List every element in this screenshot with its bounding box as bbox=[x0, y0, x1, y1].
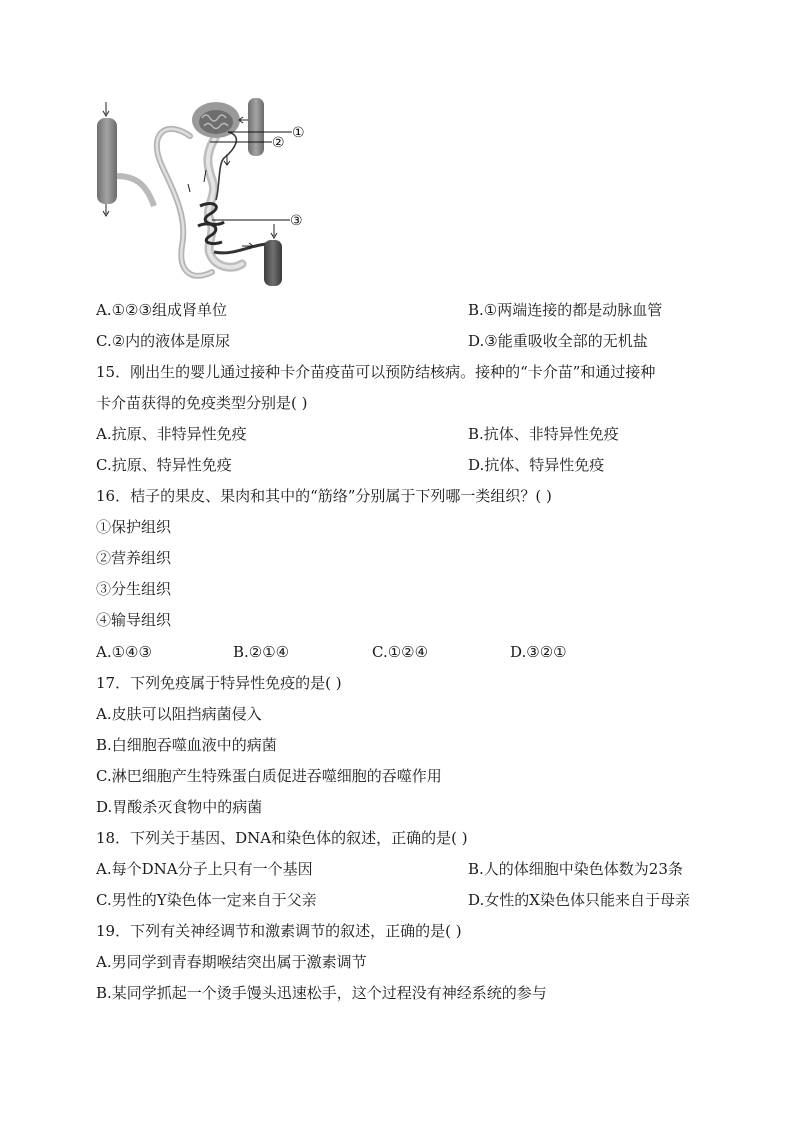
glomerulus bbox=[192, 102, 240, 138]
q14-options-row-2 bbox=[96, 331, 648, 351]
left-blood-vessel bbox=[97, 102, 117, 216]
q15-option-c[interactable]: C.抗原、特异性免疫 bbox=[96, 456, 232, 474]
figure-label-3: ③ bbox=[290, 213, 303, 229]
q14-option-d[interactable]: D.③能重吸收全部的无机盐 bbox=[468, 332, 648, 350]
q15-option-b[interactable]: B.抗体、非特异性免疫 bbox=[468, 425, 619, 443]
upper-right-blood-vessel bbox=[248, 98, 264, 156]
q17-option-d[interactable]: D.胃酸杀灭食物中的病菌 bbox=[96, 798, 263, 816]
q15-stem-line-1: 15．刚出生的婴儿通过接种卡介苗疫苗可以预防结核病。接种的“卡介苗”和通过接种 bbox=[96, 363, 656, 381]
q18-options-row-1 bbox=[96, 859, 683, 879]
q18-option-a[interactable]: A.每个DNA分子上只有一个基因 bbox=[96, 860, 313, 878]
q19-stem: 19．下列有关神经调节和激素调节的叙述，正确的是( ) bbox=[96, 922, 462, 940]
q17-option-b[interactable]: B.白细胞吞噬血液中的病菌 bbox=[96, 736, 277, 754]
q16-option-d[interactable]: D.③②① bbox=[510, 643, 567, 661]
q14-option-b[interactable]: B.①两端连接的都是动脉血管 bbox=[468, 301, 663, 319]
lower-right-blood-vessel bbox=[264, 224, 282, 286]
q14-option-a[interactable]: A.①②③组成肾单位 bbox=[96, 301, 227, 319]
q14-option-c[interactable]: C.②内的液体是原尿 bbox=[96, 332, 231, 350]
q16-option-a[interactable]: A.①④③ bbox=[96, 643, 152, 661]
q16-options-row bbox=[96, 642, 567, 662]
q15-option-a[interactable]: A.抗原、非特异性免疫 bbox=[96, 425, 247, 443]
q18-options-row-2 bbox=[96, 890, 690, 910]
q15-options-row-1 bbox=[96, 424, 619, 444]
q16-item-4: ④输导组织 bbox=[96, 611, 172, 629]
q17-stem: 17．下列免疫属于特异性免疫的是( ) bbox=[96, 674, 342, 692]
q15-option-d[interactable]: D.抗体、特异性免疫 bbox=[468, 456, 605, 474]
q18-option-c[interactable]: C.男性的Y染色体一定来自于父亲 bbox=[96, 891, 317, 909]
loop-tube bbox=[157, 129, 212, 276]
q18-option-d[interactable]: D.女性的X染色体只能来自于母亲 bbox=[468, 891, 690, 909]
q18-stem: 18．下列关于基因、DNA和染色体的叙述，正确的是( ) bbox=[96, 829, 468, 847]
q17-option-a[interactable]: A.皮肤可以阻挡病菌侵入 bbox=[96, 705, 262, 723]
figure-label-2: ② bbox=[272, 135, 285, 151]
q19-option-a[interactable]: A.男同学到青春期喉结突出属于激素调节 bbox=[96, 953, 367, 971]
q17-option-c[interactable]: C.淋巴细胞产生特殊蛋白质促进吞噬细胞的吞噬作用 bbox=[96, 767, 442, 785]
q16-option-c[interactable]: C.①②④ bbox=[372, 643, 429, 661]
nephron-figure bbox=[92, 96, 322, 292]
q15-options-row-2 bbox=[96, 455, 605, 475]
q16-stem: 16．桔子的果皮、果肉和其中的“筋络”分别属于下列哪一类组织？( ) bbox=[96, 487, 552, 505]
q14-options-row-1 bbox=[96, 300, 663, 320]
figure-label-1: ① bbox=[292, 125, 305, 141]
q19-option-b[interactable]: B.某同学抓起一个烫手馒头迅速松手，这个过程没有神经系统的参与 bbox=[96, 984, 547, 1002]
q16-item-1: ①保护组织 bbox=[96, 518, 172, 536]
q15-stem-line-2: 卡介苗获得的免疫类型分别是( ) bbox=[96, 394, 308, 412]
q18-option-b[interactable]: B.人的体细胞中染色体数为23条 bbox=[468, 860, 683, 878]
q16-item-3: ③分生组织 bbox=[96, 580, 172, 598]
q16-item-2: ②营养组织 bbox=[96, 549, 172, 567]
q16-option-b[interactable]: B.②①④ bbox=[233, 643, 290, 661]
